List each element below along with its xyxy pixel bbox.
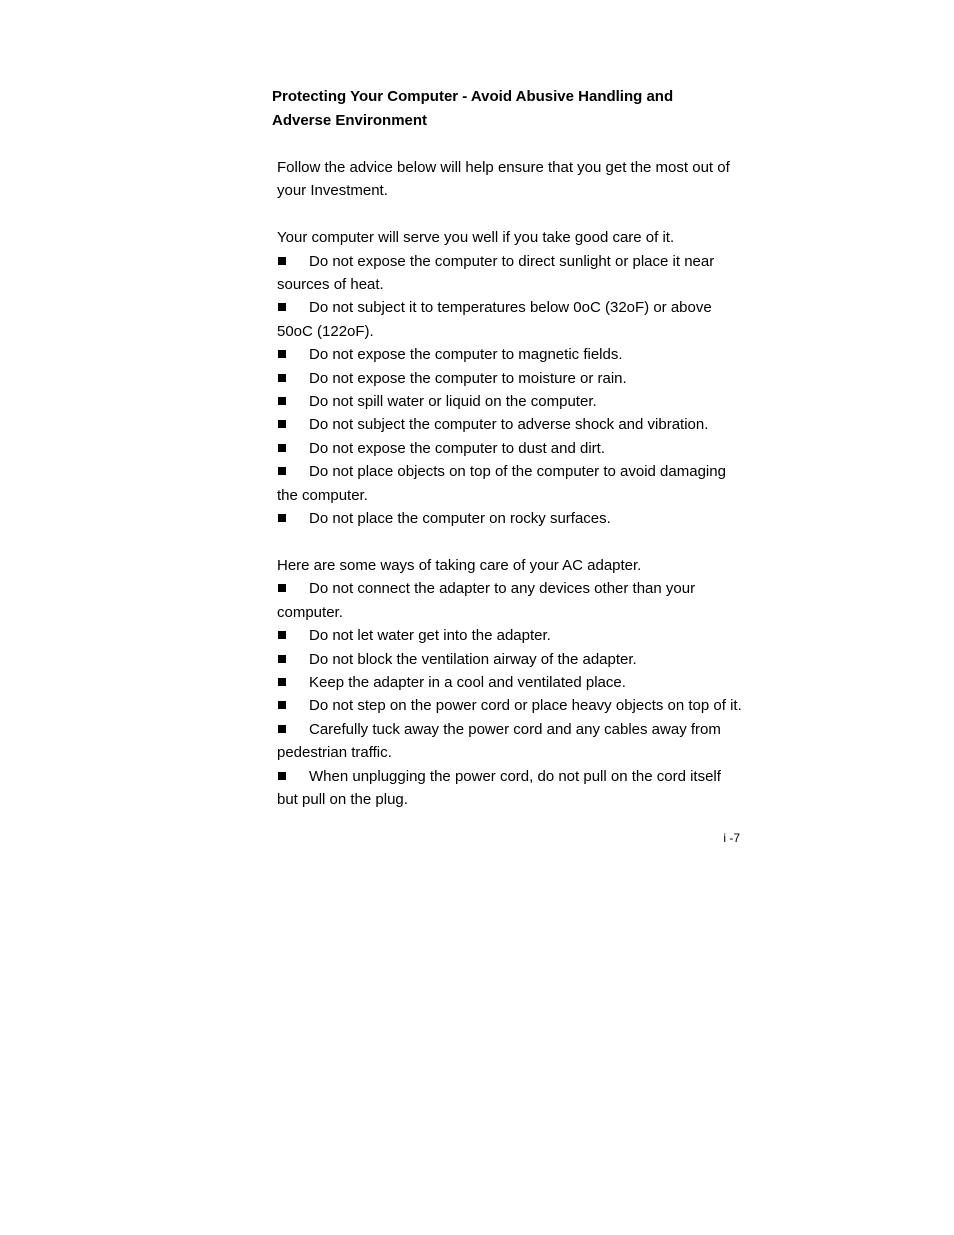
list-item: [277, 694, 745, 717]
square-bullet-icon: [278, 655, 286, 663]
section-heading-line-1: Protecting Your Computer - Avoid Abusive Handling and: [272, 88, 674, 105]
computer-care-lead: Your computer will serve you well if you take good care of it.: [277, 229, 675, 247]
square-bullet-icon: [278, 257, 286, 265]
list-item: [277, 413, 745, 436]
list-item-text: Do not expose the computer to direct sunlight or place it near sources of heat.: [277, 252, 715, 294]
list-item-text: Do not expose the computer to dust and dirt.: [309, 439, 606, 457]
square-bullet-icon: [278, 303, 286, 311]
list-item: [277, 437, 745, 460]
list-item-text: Do not subject the computer to adverse shock and vibration.: [309, 416, 709, 434]
list-item-text: Keep the adapter in a cool and ventilated place.: [309, 673, 626, 691]
square-bullet-icon: [278, 444, 286, 452]
list-item-text: Do not expose the computer to magnetic fields.: [309, 346, 623, 364]
square-bullet-icon: [278, 467, 286, 475]
square-bullet-icon: [278, 420, 286, 428]
square-bullet-icon: [278, 701, 286, 709]
square-bullet-icon: [278, 514, 286, 522]
paragraph-spacer: [277, 203, 745, 226]
list-item: [277, 671, 745, 694]
list-item: [277, 250, 745, 297]
document-body: [277, 156, 745, 811]
square-bullet-icon: [278, 678, 286, 686]
list-item: [277, 577, 745, 624]
list-item-text: Do not subject it to temperatures below 0oC (32oF) or above 50oC (122oF).: [277, 299, 712, 340]
list-item: [277, 343, 745, 366]
list-item-text: Do not let water get into the adapter.: [309, 627, 551, 645]
list-item: [277, 507, 745, 530]
square-bullet-icon: [278, 584, 286, 592]
list-item: [277, 648, 745, 671]
list-item: [277, 718, 745, 765]
list-item-text: Do not connect the adapter to any devices other than your computer.: [277, 580, 696, 621]
square-bullet-icon: [278, 374, 286, 382]
list-item-text: Do not spill water or liquid on the computer.: [309, 393, 597, 411]
intro-paragraph: Follow the advice below will help ensure that you get the most out of your Investment.: [277, 159, 730, 200]
square-bullet-icon: [278, 772, 286, 780]
list-item-text: Do not expose the computer to moisture or rain.: [309, 369, 627, 387]
list-item: [277, 460, 745, 507]
list-item: [277, 624, 745, 647]
page-number: i -7: [723, 831, 740, 845]
square-bullet-icon: [278, 631, 286, 639]
list-item-text: Do not place objects on top of the computer to avoid damaging the computer.: [277, 463, 726, 504]
square-bullet-icon: [278, 350, 286, 358]
square-bullet-icon: [278, 397, 286, 405]
list-item-text: Do not block the ventilation airway of the adapter.: [309, 650, 637, 668]
section-heading-line-2: Adverse Environment: [272, 111, 428, 129]
list-item-text: Do not place the computer on rocky surfaces.: [309, 510, 611, 528]
adapter-care-list: [277, 577, 745, 811]
section-heading: [272, 85, 742, 132]
list-item: [277, 390, 745, 413]
list-item-text: Do not step on the power cord or place heavy objects on top of it.: [309, 697, 742, 715]
list-item: [277, 367, 745, 390]
square-bullet-icon: [278, 725, 286, 733]
list-item-text: When unplugging the power cord, do not pull on the cord itself but pull on the plug.: [277, 767, 721, 808]
adapter-care-lead: Here are some ways of taking care of your AC adapter.: [277, 556, 642, 574]
paragraph-spacer: [277, 530, 745, 553]
computer-care-list: [277, 250, 745, 531]
list-item: [277, 765, 745, 812]
list-item: [277, 296, 745, 343]
list-item-text: Carefully tuck away the power cord and any cables away from pedestrian traffic.: [277, 720, 721, 762]
